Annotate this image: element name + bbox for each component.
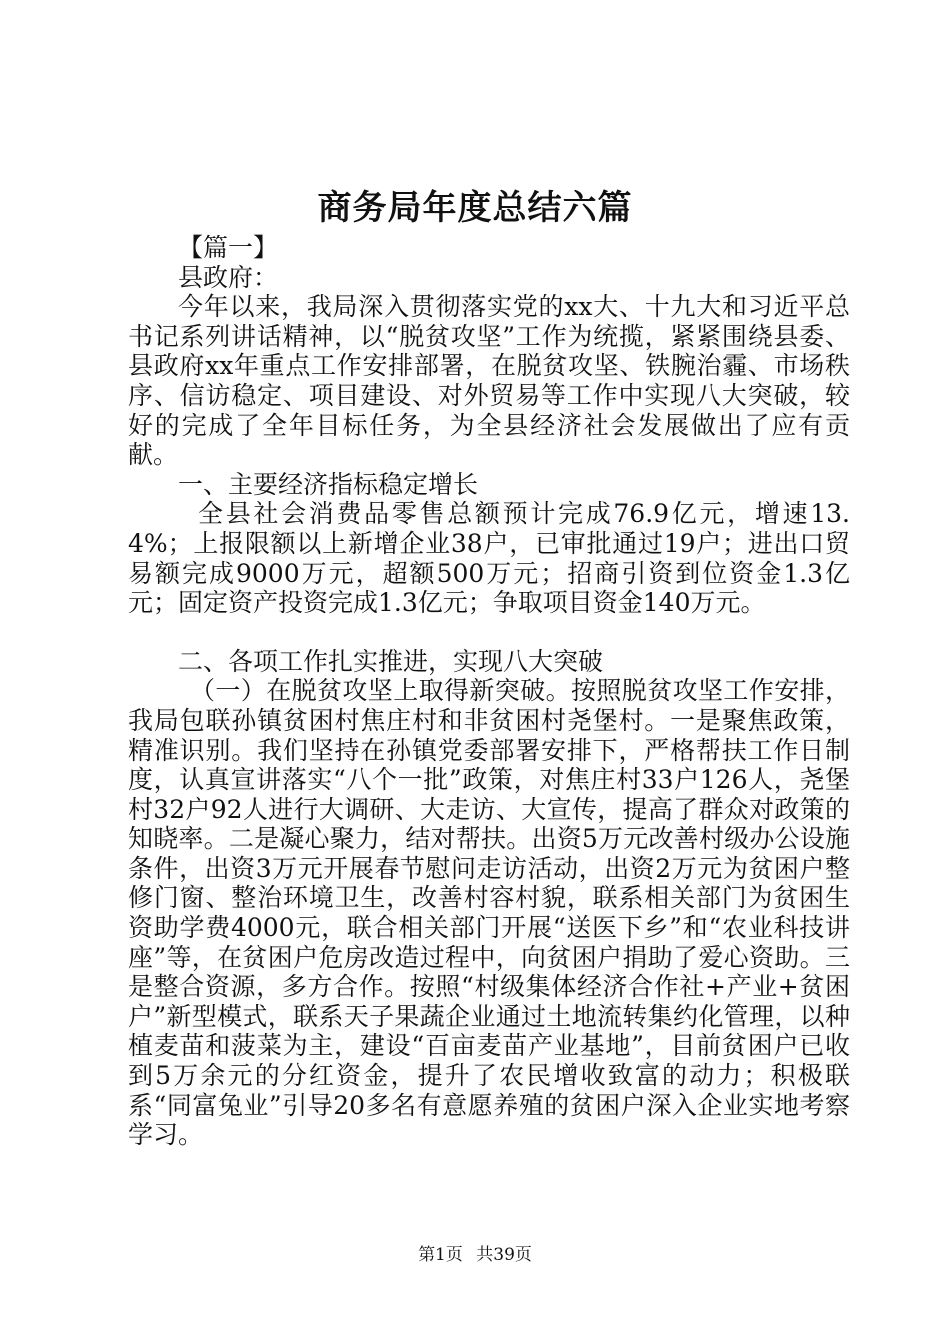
section-heading-part-one: 【篇一】 bbox=[178, 233, 279, 262]
heading-work-progress: 二、各项工作扎实推进，实现八大突破 bbox=[178, 646, 604, 676]
paragraph-spacer bbox=[128, 618, 850, 647]
salutation: 县政府： bbox=[178, 262, 279, 292]
heading-economic-indicators: 一、主要经济指标稳定增长 bbox=[178, 469, 479, 499]
poverty-alleviation-paragraph: （一）在脱贫攻坚上取得新突破。按照脱贫攻坚工作安排，我局包联孙镇贫困村焦庄村和非贫困村尧堡村。一是聚焦政策，精准识别。我们坚持在孙镇党委部署安排下，严格帮扶工作日制度，认真宣讲落实“八个一批”政策，对焦庄村33户126人，尧堡村32户92人进行大调研、大走访、大宣传，提高了群众对政策的知晓率。二是凝心聚力，结对帮扶。出资5万元改善村级办公设施条件，出资3万元开展春节慰问走访活动，出资2万元为贫困户整修门窗、整治环境卫生，改善村容村貌，联系相关部门为贫困生资助学费4000元，联合相关部门开展“送医下乡”和“农业科技讲座”等，在贫困户危房改造过程中，向贫困户捐助了爱心资助。三是整合资源，多方合作。按照“村级集体经济合作社+产业+贫困户”新型模式，联系天子果蔬企业通过土地流转集约化管理，以种植麦苗和菠菜为主，建设“百亩麦苗产业基地”，目前贫困户已收到5万余元的分红资金，提升了农民增收致富的动力；积极联系“同富兔业”引导20多名有意愿养殖的贫困户深入企业实地考察学习。 bbox=[128, 676, 850, 1150]
page-number-total: 共39页 bbox=[476, 1245, 532, 1265]
page-footer bbox=[0, 1244, 950, 1266]
intro-paragraph: 今年以来，我局深入贯彻落实党的xx大、十九大和习近平总书记系列讲话精神，以“脱贫攻坚”工作为统揽，紧紧围绕县委、县政府xx年重点工作安排部署，在脱贫攻坚、铁腕治霾、市场秩序、信访稳定、项目建设、对外贸易等工作中实现八大突破，较好的完成了全年目标任务，为全县经济社会发展做出了应有贡献。 bbox=[128, 292, 850, 470]
economic-indicators-paragraph: 全县社会消费品零售总额预计完成76.9亿元，增速13.4%；上报限额以上新增企业38户，已审批通过19户；进出口贸易额完成9000万元，超额500万元；招商引资到位资金1.3亿元；固定资产投资完成1.3亿元；争取项目资金140万元。 bbox=[128, 499, 850, 618]
document-title: 商务局年度总结六篇 bbox=[317, 188, 633, 228]
page-number-current: 第1页 bbox=[418, 1245, 463, 1265]
document-body bbox=[128, 233, 850, 1150]
